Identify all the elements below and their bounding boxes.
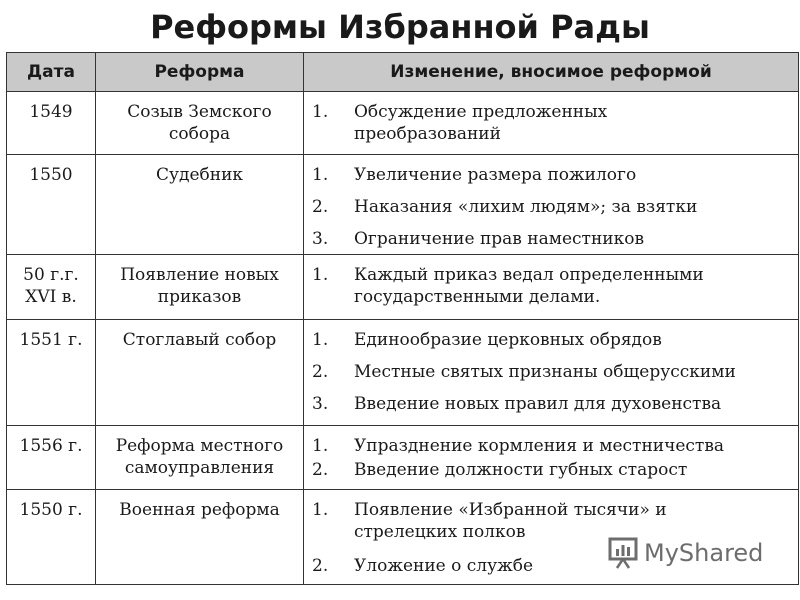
cell-reform: Военная реформа xyxy=(96,490,304,585)
item-text: Единообразие церковных обрядов xyxy=(354,330,662,350)
item-text: Ограничение прав наместников xyxy=(354,229,645,249)
item-text: Каждый приказ ведал определенными государственными делами. xyxy=(354,265,704,307)
item-text: Введение новых правил для духовенства xyxy=(354,394,722,414)
column-header-change: Изменение, вносимое реформой xyxy=(304,53,799,92)
table-row xyxy=(7,155,799,255)
table-row xyxy=(7,92,799,155)
table-header-row xyxy=(7,53,799,92)
item-number: 1. xyxy=(312,102,329,122)
change-item xyxy=(312,459,798,481)
change-item xyxy=(312,393,798,415)
myshared-watermark xyxy=(608,535,768,571)
item-number: 2. xyxy=(312,362,329,382)
reforms-table xyxy=(6,52,799,585)
cell-changes xyxy=(304,255,799,320)
change-item xyxy=(312,361,798,383)
change-item xyxy=(312,435,798,457)
item-text: Упразднение кормления и местничества xyxy=(354,436,725,456)
cell-reform: Появление новых приказов xyxy=(96,255,304,320)
item-number: 2. xyxy=(312,197,329,217)
cell-changes xyxy=(304,320,799,426)
change-item xyxy=(312,196,798,218)
item-number: 3. xyxy=(312,394,329,414)
cell-reform: Судебник xyxy=(96,155,304,255)
cell-changes xyxy=(304,92,799,155)
item-number: 2. xyxy=(312,556,329,576)
table-row xyxy=(7,255,799,320)
column-header-reform: Реформа xyxy=(96,53,304,92)
item-number: 3. xyxy=(312,229,329,249)
cell-changes xyxy=(304,426,799,490)
item-text: Местные святых признаны общерусскими xyxy=(354,362,736,382)
item-number: 1. xyxy=(312,265,329,285)
cell-changes xyxy=(304,155,799,255)
column-header-date: Дата xyxy=(7,53,96,92)
item-number: 1. xyxy=(312,500,329,520)
item-text: Увеличение размера пожилого xyxy=(354,165,637,185)
watermark-text: MyShared xyxy=(644,539,764,567)
change-item xyxy=(312,264,798,308)
cell-date: 50 г.г. XVI в. xyxy=(7,255,96,320)
change-item xyxy=(312,329,798,351)
item-number: 1. xyxy=(312,436,329,456)
presentation-board-icon xyxy=(608,537,638,569)
cell-reform: Стоглавый собор xyxy=(96,320,304,426)
item-text: Уложение о службе xyxy=(354,556,534,576)
item-number: 1. xyxy=(312,165,329,185)
change-item xyxy=(312,228,798,250)
page-title: Реформы Избранной Рады xyxy=(150,8,650,46)
cell-date: 1556 г. xyxy=(7,426,96,490)
cell-date: 1550 xyxy=(7,155,96,255)
cell-date: 1551 г. xyxy=(7,320,96,426)
change-item xyxy=(312,101,798,145)
cell-reform: Реформа местного самоуправления xyxy=(96,426,304,490)
item-text: Появление «Избранной тысячи» и стрелецких полков xyxy=(354,500,667,542)
item-text: Введение должности губных старост xyxy=(354,460,688,480)
item-text: Наказания «лихим людям»; за взятки xyxy=(354,197,698,217)
item-text: Обсуждение предложенных преобразований xyxy=(354,102,608,144)
table-row xyxy=(7,320,799,426)
item-number: 2. xyxy=(312,460,329,480)
change-item xyxy=(312,164,798,186)
cell-date: 1550 г. xyxy=(7,490,96,585)
table-row xyxy=(7,426,799,490)
cell-date: 1549 xyxy=(7,92,96,155)
item-number: 1. xyxy=(312,330,329,350)
cell-reform: Созыв Земского собора xyxy=(96,92,304,155)
